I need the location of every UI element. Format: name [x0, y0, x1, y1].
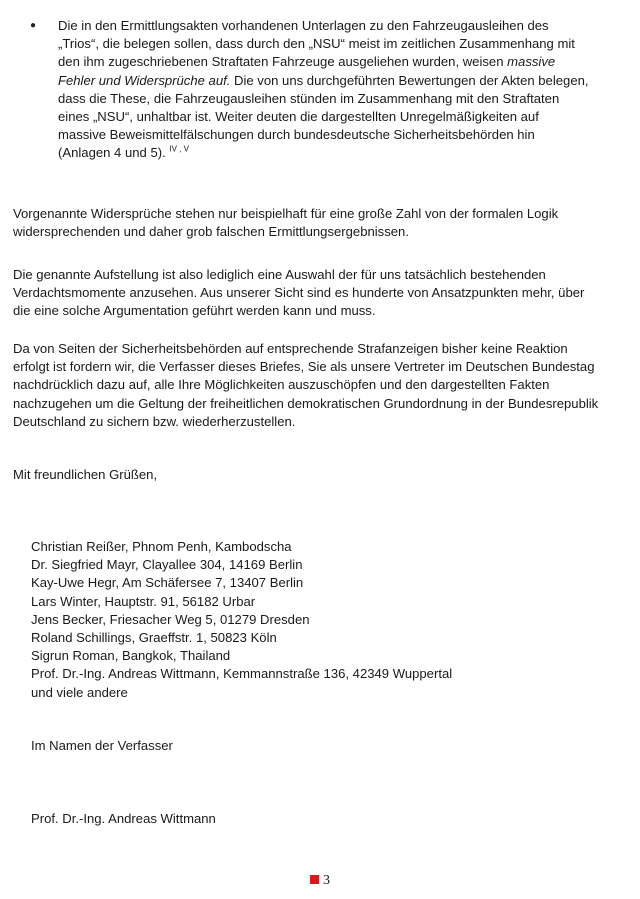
- bullet-dot: ●: [30, 20, 37, 31]
- bullet-text: [58, 17, 590, 163]
- signer-item: Kay-Uwe Hegr, Am Schäfersee 7, 13407 Berlin: [31, 575, 304, 591]
- signer-item: Prof. Dr.-Ing. Andreas Wittmann, Kemmannstraße 136, 42349 Wuppertal: [31, 666, 453, 682]
- signer-item: Lars Winter, Hauptstr. 91, 56182 Urbar: [31, 593, 256, 609]
- page-marker-square: [310, 875, 319, 884]
- bullet-text-emphasis: massive Fehler und Widersprüche auf.: [58, 54, 556, 88]
- paragraph-demand: Da von Seiten der Sicherheitsbehörden auf entsprechende Strafanzeigen bisher keine Reaktion erfolgt ist fordern wir, die Verfasser dieses Briefes, Sie als unsere Vertreter im Deutschen Bundestag nachdrücklich dazu auf, alle Ihre Möglichkeiten auszuschöpfen und den dargestellten Fakten nachzugehen um die Geltung der freiheitlichen demokratischen Grundordnung in der Bundesrepublik Deutschland zu sichern bzw. wiederherzustellen.: [13, 341, 599, 429]
- closing-greeting: Mit freundlichen Grüßen,: [13, 467, 158, 482]
- bullet-text-part1: Die in den Ermittlungsakten vorhandenen Unterlagen zu den Fahrzeugausleihen des „Trios“, die belegen sollen, dass durch den „NSU“ meist im zeitlichen Zusammenhang mit den ihm zugeschriebenen Straftaten Fahrzeuge ausgeliehen wurden, weisen: [58, 18, 575, 70]
- signer-list: [31, 538, 452, 702]
- signer-item: Christian Reißer, Phnom Penh, Kambodscha: [31, 539, 292, 554]
- signer-item: Sigrun Roman, Bangkok, Thailand: [31, 648, 231, 664]
- signer-item: Jens Becker, Friesacher Weg 5, 01279 Dresden: [31, 611, 310, 627]
- bullet-text-part2: Die von uns durchgeführten Bewertungen der Akten belegen, dass die These, die Fahrzeugausleihen stünden im Zusammenhang mit den Straftaten eines „NSU“, unhaltbar ist. Weiter deuten die dargestellten Unregelmäßigkeiten auf massive Beweismittelfälschungen durch bundesdeutsche Sicherheitsbehörden hin (Anlagen 4 und 5).: [58, 72, 589, 161]
- signer-item: und viele andere: [31, 684, 128, 700]
- paragraph-selection: Die genannte Aufstellung ist also lediglich eine Auswahl der für uns tatsächlich bestehenden Verdachtsmomente anzusehen. Aus unserer Sicht sind es hunderte von Ansatzpunkten mehr, über die eine solche Argumentation geführt werden kann und muss.: [13, 267, 585, 319]
- bullet-item: [30, 17, 590, 163]
- paragraph-contradictions: Vorgenannte Widersprüche stehen nur beispielhaft für eine große Zahl von der formalen Logik widersprechenden und daher grob falschen Ermittlungsergebnissen.: [13, 206, 559, 240]
- signer-item: Dr. Siegfried Mayr, Clayallee 304, 14169 Berlin: [31, 557, 303, 573]
- page-footer: [0, 872, 640, 890]
- signer-item: Roland Schillings, Graeffstr. 1, 50823 Köln: [31, 630, 277, 646]
- page-number: 3: [323, 873, 330, 888]
- on-behalf-line: Im Namen der Verfasser: [31, 738, 173, 753]
- signature-name: Prof. Dr.-Ing. Andreas Wittmann: [31, 811, 216, 826]
- footnote-refs: IV , V: [169, 145, 189, 155]
